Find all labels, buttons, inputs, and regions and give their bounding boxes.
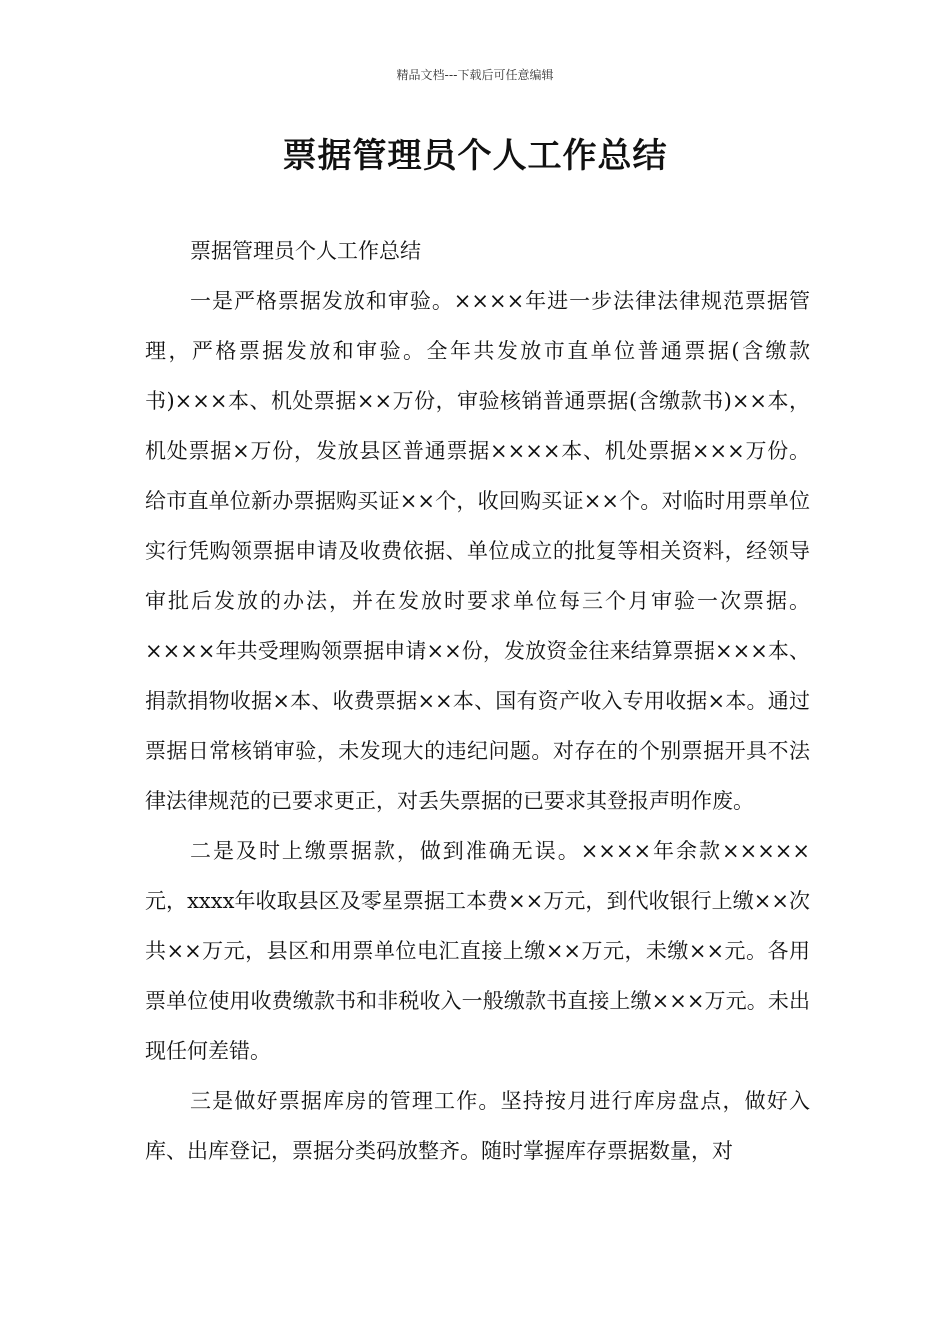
document-title: 票据管理员个人工作总结 [282,136,668,176]
document-body [145,226,810,1176]
paragraph: 三是做好票据库房的管理工作。坚持按月进行库房盘点，做好入库、出库登记，票据分类码放整齐。随时掌握库存票据数量，对 [145,1089,810,1163]
header-note: 精品文档---下载后可任意编辑 [396,68,554,82]
paragraph-subtitle: 票据管理员个人工作总结 [190,239,421,263]
paragraph: 二是及时上缴票据款，做到准确无误。××××年余款×××××元，xxxx年收取县区及零星票据工本费××万元，到代收银行上缴××次共××万元，县区和用票单位电汇直接上缴××万元，未缴××元。各用票单位使用收费缴款书和非税收入一般缴款书直接上缴×××万元。未出现任何差错。 [145,839,810,1063]
paragraph: 一是严格票据发放和审验。××××年进一步法律法律规范票据管理，严格票据发放和审验。全年共发放市直单位普通票据(含缴款书)×××本、机处票据××万份，审验核销普通票据(含缴款书)××本，机处票据×万份，发放县区普通票据××××本、机处票据×××万份。给市直单位新办票据购买证××个，收回购买证××个。对临时用票单位实行凭购领票据申请及收费依据、单位成立的批复等相关资料，经领导审批后发放的办法，并在发放时要求单位每三个月审验一次票据。××××年共受理购领票据申请××份，发放资金往来结算票据×××本、捐款捐物收据×本、收费票据××本、国有资产收入专用收据×本。通过票据日常核销审验，未发现大的违纪问题。对存在的个别票据开具不法律法律规范的已要求更正，对丢失票据的已要求其登报声明作废。 [145,289,810,813]
